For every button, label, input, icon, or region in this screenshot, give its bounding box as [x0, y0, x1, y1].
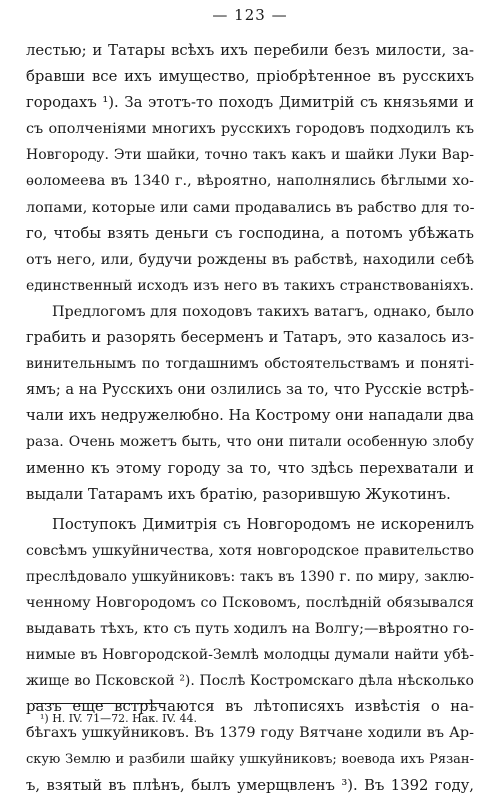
text-line: городахъ ¹). За этотъ-то походъ Димитрій съ князьями и: [26, 94, 474, 112]
text-line: отъ него, или, будучи рождены въ рабствѣ, находили себѣ: [26, 251, 474, 268]
text-line: Новгороду. Эти шайки, точно такъ какъ и шайки Луки Вар-: [26, 147, 474, 164]
page-text: [26, 38, 474, 799]
page-number: — 123 —: [212, 6, 288, 24]
text-line: скую Землю и разбили шайку ушкуйниковъ; воевода ихъ Рязан-: [26, 751, 474, 767]
text-line: грабить и разорять бесерменъ и Татаръ, это казалось из-: [26, 329, 474, 347]
text-line: ченному Новгородомъ со Псковомъ, послѣдній обязывался: [26, 594, 474, 611]
text-line: винительнымъ по тогдашнимъ обстоятельствамъ и понятi-: [26, 356, 474, 373]
text-line: го, чтобы взять деньги съ господина, а потомъ убѣжать: [26, 224, 474, 242]
text-line: ъ, взятый въ плѣнъ, былъ умерщвленъ ³). Въ 1392 году,: [26, 776, 474, 794]
text-line: ѳоломеева въ 1340 г., вѣроятно, наполнялись бѣглыми хо-: [26, 173, 474, 190]
text-line: разъ еще встрѣчаются въ лѣтописяхъ извѣстія о на-: [26, 698, 474, 716]
text-line: Предлогомъ для походовъ такихъ ватагъ, однако, было: [52, 303, 474, 320]
paragraph: [26, 512, 474, 799]
text-line: Поступокъ Димитрія съ Новгородомъ не искоренилъ: [52, 515, 474, 533]
footnote-divider: [34, 703, 164, 704]
text-line: преслѣдовало ушкуйниковъ: такъ въ 1390 г. по миру, заклю-: [26, 568, 474, 585]
text-line: бравши все ихъ имущество, пріобрѣтенное въ русскихъ: [26, 68, 474, 86]
text-line: единственный исходъ изъ него въ такихъ странствованіяхъ.: [26, 277, 474, 294]
text-line: лопами, которые или сами продавались въ рабство для то-: [26, 199, 474, 216]
text-line: именно къ этому городу за то, что здѣсь перехватали и: [26, 459, 474, 477]
paragraph: [26, 38, 474, 508]
text-line: совсѣмъ ушкуйничества, хотя новгородское правительство: [26, 542, 474, 559]
text-line: лестью; и Татары всѣхъ ихъ перебили безъ милости, за-: [26, 42, 474, 59]
text-line: ямъ; а на Русскихъ они озлились за то, что Русскіе встрѣ-: [26, 381, 474, 399]
text-line: нимые въ Новгородской-Землѣ молодцы думали найти убѣ-: [26, 647, 474, 664]
text-line: съ ополченіями многихъ русскихъ городовъ подходилъ къ: [26, 121, 474, 138]
text-line: чали ихъ недружелюбно. На Кострому они нападали два: [26, 407, 474, 425]
text-line: бѣгахъ ушкуйниковъ. Въ 1379 году Вятчане ходили въ Ар-: [26, 725, 474, 742]
footnote: ¹) Н. IV. 71—72. Нак. IV. 44.: [40, 712, 198, 725]
text-line: раза. Очень можетъ быть, что они питали особенную злобу: [26, 434, 474, 451]
text-line: выдали Татарамъ ихъ братію, разорившую Жукотинъ.: [26, 485, 451, 503]
text-line: жище во Псковской ²). Послѣ Костромскаго дѣла нѣсколько: [26, 673, 474, 690]
text-line: выдавать тѣхъ, кто съ путь ходилъ на Волгу;—вѣроятно го-: [26, 621, 474, 638]
